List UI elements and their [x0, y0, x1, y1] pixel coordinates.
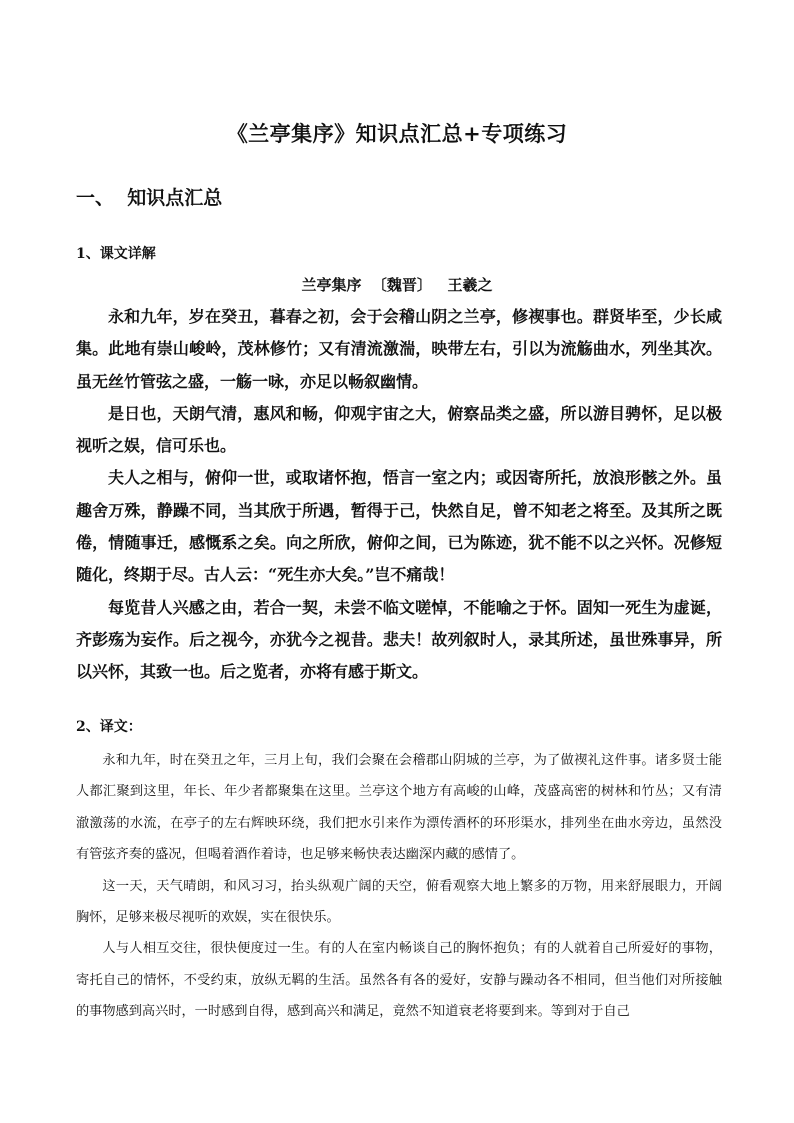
text-title-author: 兰亭集序 〔魏晋〕 王羲之	[301, 276, 493, 294]
document-title: 《兰亭集序》知识点汇总+专项练习	[226, 121, 568, 146]
original-paragraph: 夫人之相与，俯仰一世，或取诸怀抱，悟言一室之内；或因寄所托，放浪形骸之外。虽趣舍万殊，静躁不同，当其欣于所遇，暂得于己，快然自足，曾不知老之将至。及其所之既倦，情随事迁，感慨系之矣。向之所欣，俯仰之间，已为陈迹，犹不能不以之兴怀。况修短随化，终期于尽。古人云：“死生亦大矣。”岂不痛哉！	[76, 468, 722, 585]
original-text	[76, 301, 722, 689]
original-paragraph: 每览昔人兴感之由，若合一契，未尝不临文嗟悼，不能喻之于怀。固知一死生为虚诞，齐彭殇为妄作。后之视今，亦犹今之视昔。悲夫！故列叙时人，录其所述，虽世殊事异，所以兴怀，其致一也。后之览者，亦将有感于斯文。	[76, 597, 722, 682]
translation-paragraph: 这一天，天气晴朗，和风习习，抬头纵观广阔的天空，俯看观察大地上繁多的万物，用来舒展眼力，开阔胸怀，足够来极尽视听的欢娱，实在很快乐。	[76, 878, 722, 926]
translation-text	[76, 745, 722, 1028]
original-paragraph: 是日也，天朗气清，惠风和畅，仰观宇宙之大，俯察品类之盛，所以游目骋怀，足以极视听之娱，信可乐也。	[76, 403, 722, 456]
sub-heading-translation: 2、译文：	[76, 719, 142, 735]
translation-paragraph: 永和九年，时在癸丑之年，三月上旬，我们会聚在会稽郡山阴城的兰亭，为了做禊礼这件事。诸多贤士能人都汇聚到这里，年长、年少者都聚集在这里。兰亭这个地方有高峻的山峰，茂盛高密的树林和竹丛；又有清澈激荡的水流，在亭子的左右辉映环绕，我们把水引来作为漂传酒杯的环形渠水，排列坐在曲水旁边，虽然没有管弦齐奏的盛况，但喝着酒作着诗，也足够来畅快表达幽深内藏的感情了。	[76, 753, 722, 863]
section-heading-knowledge-summary: 一、 知识点汇总	[76, 187, 223, 209]
sub-heading-text-explanation: 1、课文详解	[76, 246, 156, 262]
original-paragraph: 永和九年，岁在癸丑，暮春之初，会于会稽山阴之兰亭，修禊事也。群贤毕至，少长咸集。此地有崇山峻岭，茂林修竹；又有清流激湍，映带左右，引以为流觞曲水，列坐其次。虽无丝竹管弦之盛，一觞一咏，亦足以畅叙幽情。	[76, 307, 722, 391]
translation-paragraph: 人与人相互交往，很快便度过一生。有的人在室内畅谈自己的胸怀抱负；有的人就着自己所爱好的事物，寄托自己的情怀，不受约束，放纵无羁的生活。虽然各有各的爱好，安静与躁动各不相同，但当他们对所接触的事物感到高兴时，一时感到自得，感到高兴和满足，竟然不知道衰老将要到来。等到对于自己	[76, 941, 722, 1020]
